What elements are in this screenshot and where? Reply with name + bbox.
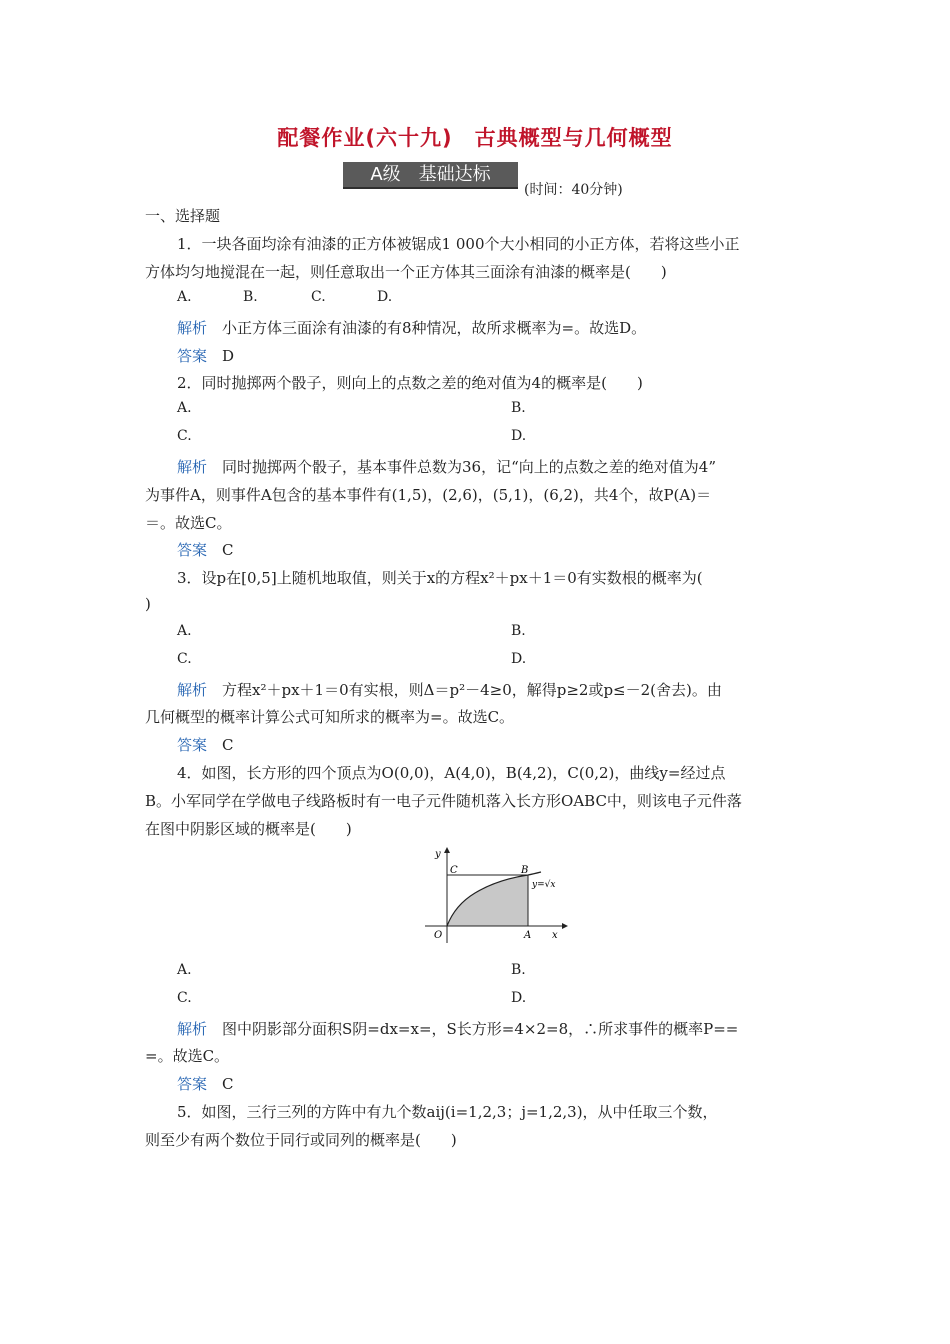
q2-analysis-text-1: 同时抛掷两个骰子，基本事件总数为36，记“向上的点数之差的绝对值为4” [207,458,716,476]
q1-option-d: D. [377,289,393,305]
answer-label: 答案 [177,736,208,754]
q4-option-a: A. [177,962,192,978]
q5-line2: 则至少有两个数位于同行或同列的概率是( ) [145,1131,457,1149]
q3-analysis-text-1: 方程x²＋px＋1＝0有实根，则Δ＝p²－4≥0，解得p≥2或p≤－2(舍去)。由 [207,681,722,699]
q2-analysis-2: 为事件A，则事件A包含的基本事件有(1,5)，(2,6)，(5,1)，(6,2)，共4个，故P(A)＝ [145,486,712,504]
q4-answer-text: C [207,1075,234,1093]
title-sub: 古典概型与几何概型 [474,126,673,150]
q4-answer [177,1073,234,1094]
q1-analysis [177,317,646,338]
label-a: A [524,930,532,941]
q3-answer-text: C [207,736,234,754]
q2-option-c: C. [177,428,192,444]
q3-option-d: D. [511,651,527,667]
q1-option-c: C. [311,289,326,305]
x-axis-arrow [562,923,568,929]
q4-option-b: B. [511,962,526,978]
q2-option-d: D. [511,428,527,444]
title-main: 配餐作业(六十九) [277,126,453,150]
q4-figure [420,843,570,945]
q4-analysis-text-1: 图中阴影部分面积S阴=dx=x=，S长方形=4×2=8，∴所求事件的概率P== [207,1020,739,1038]
q4-line3: 在图中阴影区域的概率是( ) [145,820,352,838]
q2-analysis-1 [177,456,716,477]
q4-line1: 4．如图，长方形的四个顶点为O(0,0)，A(4,0)，B(4,2)，C(0,2)，曲线y=经过点 [177,764,726,782]
q5-line1: 5．如图，三行三列的方阵中有九个数aij(i=1,2,3；j=1,2,3)，从中任取三个数， [177,1103,718,1121]
time-note: (时间：40分钟) [524,182,623,198]
answer-label: 答案 [177,541,208,559]
q4-analysis-2: =。故选C。 [145,1047,230,1065]
q1-answer-text: D [207,347,235,365]
label-curve: y=√x [532,880,556,890]
q1-option-b: B. [243,289,258,305]
analysis-label: 解析 [177,681,208,699]
q1-line1: 1．一块各面均涂有油漆的正方体被锯成1 000个大小相同的小正方体，若将这些小正 [177,235,740,253]
q1-analysis-text: 小正方体三面涂有油漆的有8种情况，故所求概率为=。故选D。 [207,319,647,337]
level-banner: A级 基础达标 [343,162,518,189]
q4-line2: B。小军同学在学做电子线路板时有一电子元件随机落入长方形OABC中，则该电子元件落 [145,792,742,810]
q3-option-c: C. [177,651,192,667]
section-heading: 一、选择题 [145,207,221,225]
q3-analysis-1 [177,679,722,700]
q4-option-c: C. [177,990,192,1006]
q3-analysis-2: 几何概型的概率计算公式可知所求的概率为=。故选C。 [145,708,515,726]
shaded-region [447,875,528,926]
q1-line2: 方体均匀地搅混在一起，则任意取出一个正方体其三面涂有油漆的概率是( ) [145,263,667,281]
label-b: B [521,865,529,876]
analysis-label: 解析 [177,458,208,476]
label-o: O [434,930,443,941]
analysis-label: 解析 [177,319,208,337]
page-title [0,122,950,152]
q2-answer [177,539,234,560]
q2-option-b: B. [511,400,526,416]
q4-analysis-1 [177,1018,738,1039]
q3-line1: 3．设p在[0,5]上随机地取值，则关于x的方程x²＋px＋1＝0有实数根的概率为( [177,569,703,587]
q3-answer [177,734,234,755]
q2-analysis-3: ＝。故选C。 [145,514,232,532]
q3-line2: ) [145,595,151,613]
answer-label: 答案 [177,347,208,365]
label-y: y [435,849,441,860]
label-c: C [450,865,458,876]
q1-option-a: A. [177,289,192,305]
q1-answer [177,345,234,366]
q2-option-a: A. [177,400,192,416]
q3-option-b: B. [511,623,526,639]
label-x: x [552,930,558,941]
q2-line1: 2．同时抛掷两个骰子，则向上的点数之差的绝对值为4的概率是( ) [177,374,643,392]
q3-option-a: A. [177,623,192,639]
analysis-label: 解析 [177,1020,208,1038]
q2-answer-text: C [207,541,234,559]
q4-option-d: D. [511,990,527,1006]
answer-label: 答案 [177,1075,208,1093]
y-axis-arrow [444,847,450,853]
